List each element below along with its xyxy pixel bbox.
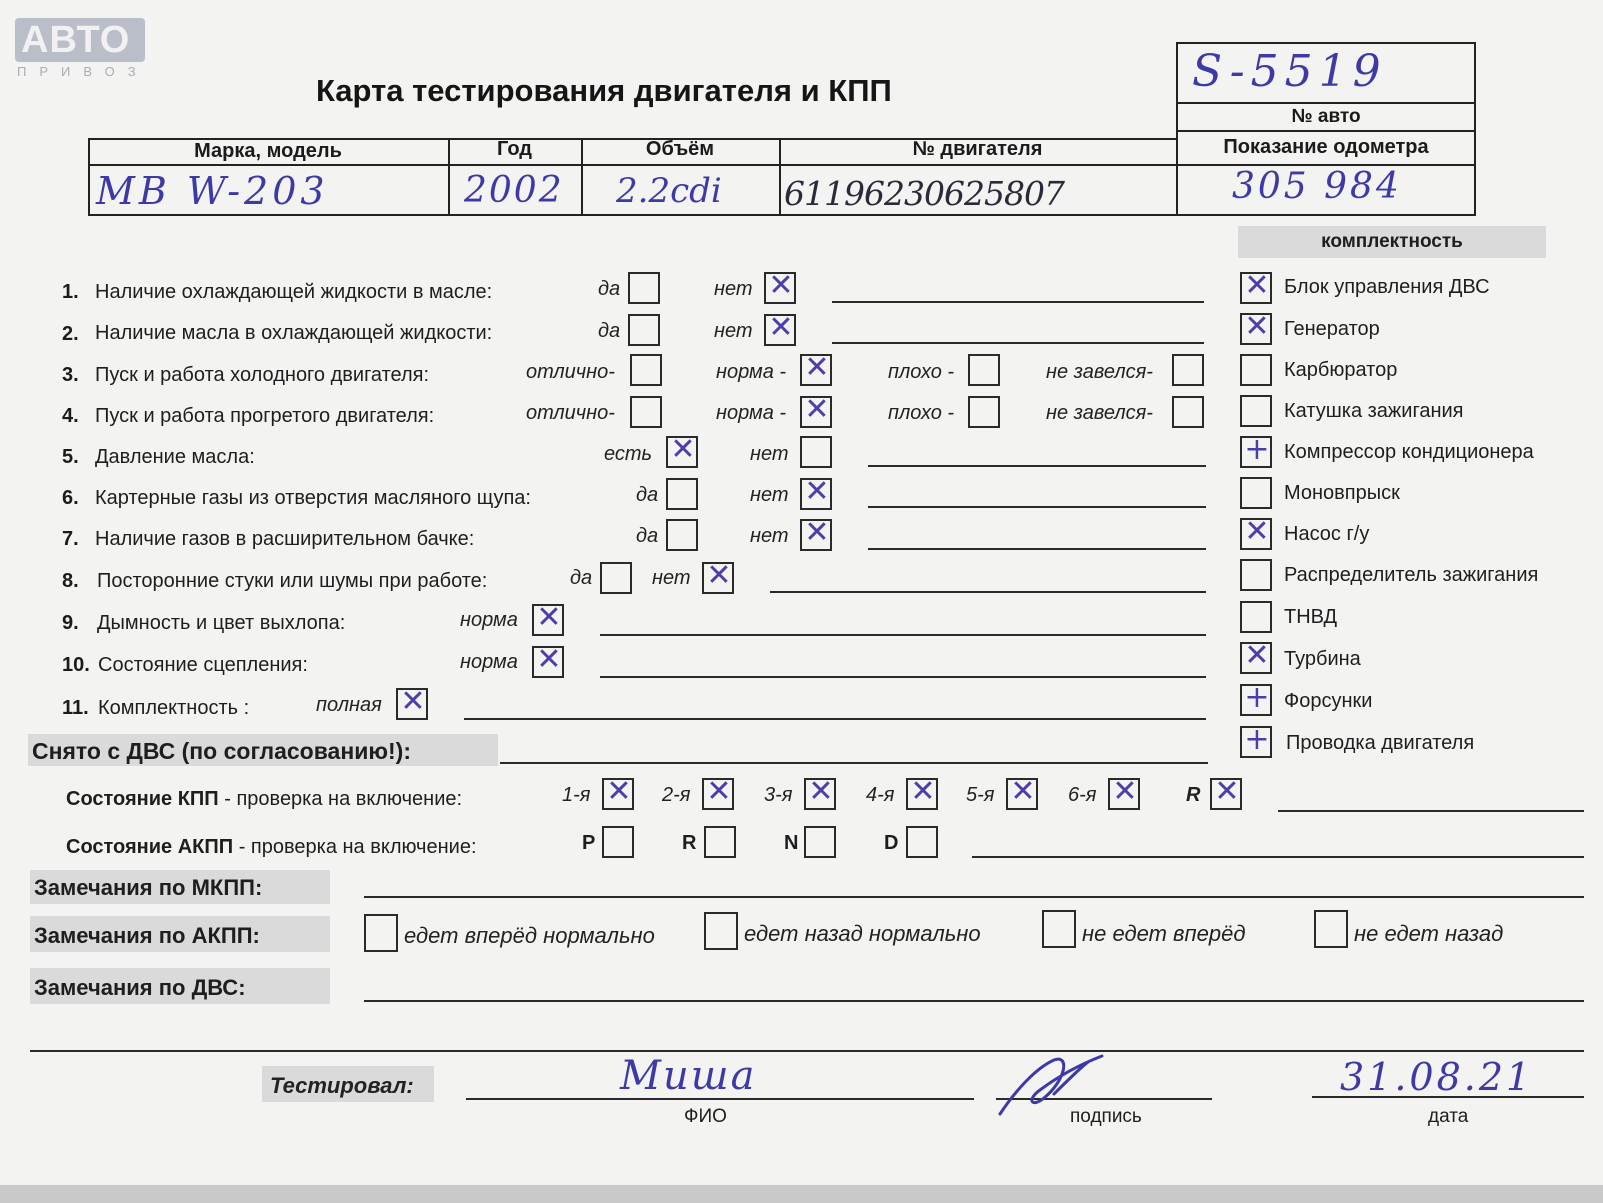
- akpp-gear-d-box[interactable]: [906, 826, 938, 858]
- check-3-label: Пуск и работа холодного двигателя:: [95, 364, 430, 386]
- komplekt-label-2: Генератор: [1284, 318, 1380, 340]
- kpp-gear-4-box[interactable]: [906, 774, 938, 810]
- check-11-opt1-box[interactable]: [396, 684, 428, 720]
- check-7-opt2-mark: ✕: [804, 515, 830, 550]
- check-3-opt2-box[interactable]: [800, 350, 832, 386]
- check-6-opt2-mark: ✕: [804, 474, 830, 509]
- komplekt-label-11: Форсунки: [1284, 690, 1373, 712]
- kpp-gear-1-mark: ✕: [606, 774, 632, 809]
- check-9-opt1-mark: ✕: [536, 600, 562, 635]
- komplekt-box-8[interactable]: [1240, 559, 1272, 591]
- check-2-opt1-label: да: [598, 320, 621, 342]
- remarks-mkpp-label: Замечания по МКПП:: [34, 875, 263, 900]
- check-10-note-line[interactable]: [600, 676, 1206, 678]
- check-11-opt1-label: полная: [316, 694, 382, 716]
- logo-subtext: ПРИВОЗ: [17, 64, 149, 79]
- akpp-label-rest: - проверка на включение:: [233, 836, 477, 858]
- auto-number-label: № авто: [1291, 106, 1361, 127]
- check-6-num: 6.: [62, 487, 79, 509]
- check-5-opt1-mark: ✕: [670, 432, 696, 467]
- col-header-engine-no: № двигателя: [912, 138, 1043, 160]
- check-3-opt3-label: плохо -: [888, 361, 955, 383]
- kpp-gear-2-box[interactable]: [702, 774, 734, 810]
- komplekt-label-1: Блок управления ДВС: [1284, 276, 1490, 298]
- check-2-note-line[interactable]: [832, 342, 1204, 344]
- col-header-year: Год: [497, 138, 532, 160]
- check-8-opt2-label: нет: [652, 567, 691, 589]
- check-3-opt2-mark: ✕: [804, 350, 830, 385]
- komplekt-box-10[interactable]: [1240, 638, 1272, 674]
- komplekt-box-5[interactable]: [1240, 432, 1272, 468]
- kpp-gear-1-label: 1-я: [562, 784, 591, 806]
- komplekt-label-7: Насос г/у: [1284, 523, 1370, 545]
- kpp-label-rest: - проверка на включение:: [218, 788, 463, 810]
- check-8-num: 8.: [62, 570, 79, 592]
- komplekt-mark-1: ✕: [1244, 268, 1270, 303]
- check-4-opt4-box[interactable]: [1172, 396, 1204, 428]
- komplekt-label-5: Компрессор кондиционера: [1284, 441, 1534, 463]
- check-8-note-line[interactable]: [770, 591, 1206, 593]
- akpp-gear-n-label: N: [784, 832, 799, 854]
- check-10-opt1-box[interactable]: [532, 642, 564, 678]
- check-1-opt1-label: да: [598, 278, 621, 300]
- kpp-gear-3-box[interactable]: [804, 774, 836, 810]
- check-4-opt1-label: отлично-: [526, 402, 615, 424]
- remarks-mkpp-line[interactable]: [364, 896, 1584, 898]
- year-value[interactable]: 2002: [464, 170, 564, 211]
- akpp-label-bold: Состояние АКПП: [66, 836, 234, 858]
- check-4-opt1-box[interactable]: [630, 396, 662, 428]
- col-header-odometer: Показание одометра: [1223, 136, 1429, 158]
- check-6-opt2-box[interactable]: [800, 474, 832, 510]
- check-2-num: 2.: [62, 323, 79, 345]
- kpp-gear-5-label: 5-я: [966, 784, 995, 806]
- komplekt-box-3[interactable]: [1240, 354, 1272, 386]
- check-6-opt1-label: да: [636, 484, 659, 506]
- check-10-label: Состояние сцепления:: [98, 654, 308, 676]
- kpp-gear-5-box[interactable]: [1006, 774, 1038, 810]
- akpp-opt-no-back-box[interactable]: [1314, 910, 1348, 948]
- remarks-akpp-label: Замечания по АКПП:: [34, 923, 260, 948]
- check-4-num: 4.: [62, 405, 79, 427]
- check-1-opt2-box[interactable]: [764, 268, 796, 304]
- komplekt-box-2[interactable]: [1240, 309, 1272, 345]
- check-7-label: Наличие газов в расширительном бачке:: [95, 528, 475, 550]
- kpp-gear-2-label: 2-я: [662, 784, 691, 806]
- odometer-value[interactable]: 305 984: [1232, 166, 1402, 207]
- check-6-label: Картерные газы из отверстия масляного щупа:: [95, 487, 531, 509]
- akpp-opt-no-forward-label: не едет вперёд: [1082, 921, 1246, 946]
- check-3-opt4-label: не завелся-: [1046, 361, 1153, 383]
- make-model-value[interactable]: МВ W-203: [96, 169, 329, 213]
- check-7-opt1-box[interactable]: [666, 519, 698, 551]
- check-6-note-line[interactable]: [868, 506, 1206, 508]
- akpp-opt-forward-ok-box[interactable]: [364, 914, 398, 952]
- fio-label: ФИО: [684, 1106, 727, 1127]
- komplekt-box-6[interactable]: [1240, 477, 1272, 509]
- vehicle-table: [88, 130, 1476, 216]
- check-5-opt1-box[interactable]: [666, 432, 698, 468]
- check-4-label: Пуск и работа прогретого двигателя:: [95, 405, 435, 427]
- check-2-opt1-box[interactable]: [628, 314, 660, 346]
- check-4-opt2-box[interactable]: [800, 392, 832, 428]
- kpp-gear-r-mark: ✕: [1214, 774, 1240, 809]
- check-3-opt2-label: норма -: [716, 361, 787, 383]
- akpp-label: [66, 836, 477, 858]
- check-3-opt4-box[interactable]: [1172, 354, 1204, 386]
- akpp-opt-back-ok-label: едет назад нормально: [744, 921, 981, 946]
- akpp-gear-n-box[interactable]: [804, 826, 836, 858]
- komplekt-title: комплектность: [1321, 231, 1463, 252]
- check-5-opt2-label: нет: [750, 443, 789, 465]
- komplekt-label-6: Моновпрыск: [1284, 482, 1400, 504]
- check-3-opt1-box[interactable]: [630, 354, 662, 386]
- akpp-gear-r-box[interactable]: [704, 826, 736, 858]
- check-1-opt1-box[interactable]: [628, 272, 660, 304]
- komplekt-box-9[interactable]: [1240, 601, 1272, 633]
- check-11-label: Комплектность :: [98, 697, 250, 719]
- check-1-note-line[interactable]: [832, 301, 1204, 303]
- check-2-label: Наличие масла в охлаждающей жидкости:: [95, 322, 493, 344]
- check-9-opt1-label: норма: [460, 609, 518, 631]
- removed-note-line[interactable]: [500, 762, 1208, 764]
- check-4-opt2-mark: ✕: [804, 392, 830, 427]
- check-5-opt1-label: есть: [604, 443, 653, 465]
- check-11-opt1-mark: ✕: [400, 684, 426, 719]
- check-1-opt2-label: нет: [714, 278, 753, 300]
- remarks-dvs-line-2[interactable]: [30, 1050, 1584, 1052]
- akpp-gear-p-label: P: [582, 832, 596, 854]
- check-8-opt1-label: да: [570, 567, 593, 589]
- check-9-opt1-box[interactable]: [532, 600, 564, 636]
- akpp-gear-p-box[interactable]: [602, 826, 634, 858]
- removed-label: Снято с ДВС (по согласованию!):: [32, 738, 411, 764]
- kpp-gear-6-mark: ✕: [1112, 774, 1138, 809]
- check-7-note-line[interactable]: [868, 548, 1206, 550]
- kpp-gear-3-mark: ✕: [808, 774, 834, 809]
- kpp-label-bold: Состояние КПП: [66, 788, 219, 810]
- check-10-num: 10.: [62, 654, 90, 676]
- komplekt-box-7[interactable]: [1240, 514, 1272, 550]
- check-1-label: Наличие охлаждающей жидкости в масле:: [95, 281, 493, 303]
- check-10-opt1-label: норма: [460, 651, 518, 673]
- fio-value[interactable]: Миша: [620, 1053, 757, 1099]
- check-11-num: 11.: [62, 697, 89, 719]
- akpp-gear-d-label: D: [884, 832, 899, 854]
- check-6-opt2-label: нет: [750, 484, 789, 506]
- check-10-opt1-mark: ✕: [536, 642, 562, 677]
- engine-no-value[interactable]: 61196230625807: [784, 174, 1064, 213]
- akpp-opt-forward-ok-label: едет вперёд нормально: [404, 923, 655, 948]
- check-4-opt3-box[interactable]: [968, 396, 1000, 428]
- kpp-gear-5-mark: ✕: [1010, 774, 1036, 809]
- check-5-num: 5.: [62, 446, 79, 468]
- volume-value[interactable]: 2.2cdi: [616, 171, 722, 211]
- komplekt-label-4: Катушка зажигания: [1284, 400, 1464, 422]
- kpp-gear-r-label: R: [1186, 784, 1201, 806]
- check-7-opt1-label: да: [636, 525, 659, 547]
- akpp-opt-back-ok-box[interactable]: [704, 912, 738, 950]
- komplekt-label-9: ТНВД: [1284, 606, 1338, 628]
- komplekt-mark-12: +: [1244, 722, 1270, 757]
- col-header-make-model: Марка, модель: [194, 140, 342, 162]
- check-5-opt2-box[interactable]: [800, 436, 832, 468]
- date-value[interactable]: 31.08.21: [1340, 1055, 1534, 1099]
- check-3-num: 3.: [62, 364, 79, 386]
- komplekt-box-11[interactable]: [1240, 680, 1272, 716]
- kpp-gear-6-box[interactable]: [1108, 774, 1140, 810]
- kpp-gear-4-mark: ✕: [910, 774, 936, 809]
- remarks-dvs-line-1[interactable]: [364, 1000, 1584, 1002]
- check-3-opt3-box[interactable]: [968, 354, 1000, 386]
- kpp-gear-4-label: 4-я: [866, 784, 895, 806]
- check-2-opt2-box[interactable]: [764, 310, 796, 346]
- check-5-note-line[interactable]: [868, 465, 1206, 467]
- komplekt-mark-7: ✕: [1244, 514, 1270, 549]
- kpp-gear-1-box[interactable]: [602, 774, 634, 810]
- komplekt-box-12[interactable]: [1240, 722, 1272, 758]
- tested-label: Тестировал:: [270, 1073, 414, 1098]
- komplekt-label-8: Распределитель зажигания: [1284, 564, 1539, 586]
- kpp-gear-3-label: 3-я: [764, 784, 793, 806]
- komplekt-label-10: Турбина: [1284, 648, 1361, 670]
- check-1-opt2-mark: ✕: [768, 268, 794, 303]
- check-4-opt4-label: не завелся-: [1046, 402, 1153, 424]
- logo: [15, 18, 147, 80]
- auto-number-divider: [1176, 102, 1476, 104]
- kpp-gear-r-box[interactable]: [1210, 774, 1242, 810]
- check-8-opt2-mark: ✕: [706, 558, 732, 593]
- check-2-opt2-label: нет: [714, 320, 753, 342]
- komplekt-label-3: Карбюратор: [1284, 359, 1398, 381]
- check-6-opt1-box[interactable]: [666, 478, 698, 510]
- auto-number-value[interactable]: S-5519: [1192, 46, 1387, 97]
- check-2-opt2-mark: ✕: [768, 310, 794, 345]
- date-label: дата: [1428, 1106, 1469, 1127]
- check-7-opt2-label: нет: [750, 525, 789, 547]
- check-8-opt2-box[interactable]: [702, 558, 734, 594]
- komplekt-box-1[interactable]: [1240, 268, 1272, 304]
- check-4-opt3-label: плохо -: [888, 402, 955, 424]
- kpp-gear-6-label: 6-я: [1068, 784, 1097, 806]
- kpp-note-line[interactable]: [1278, 810, 1584, 812]
- check-7-num: 7.: [62, 528, 79, 550]
- check-1-num: 1.: [62, 281, 79, 303]
- check-3-opt1-label: отлично-: [526, 361, 615, 383]
- komplekt-mark-2: ✕: [1244, 309, 1270, 344]
- komplekt-mark-10: ✕: [1244, 638, 1270, 673]
- komplekt-mark-5: +: [1244, 432, 1270, 467]
- check-8-label: Посторонние стуки или шумы при работе:: [97, 570, 488, 592]
- komplekt-label-12: Проводка двигателя: [1286, 732, 1475, 754]
- check-4-opt2-label: норма -: [716, 402, 787, 424]
- komplekt-mark-11: +: [1244, 680, 1270, 715]
- remarks-dvs-label: Замечания по ДВС:: [34, 975, 246, 1000]
- komplekt-box-4[interactable]: [1240, 395, 1272, 427]
- col-header-volume: Объём: [645, 138, 715, 160]
- check-7-opt2-box[interactable]: [800, 515, 832, 551]
- akpp-note-line[interactable]: [972, 856, 1584, 858]
- logo-text: АВТО: [21, 19, 131, 61]
- akpp-opt-no-forward-box[interactable]: [1042, 910, 1076, 948]
- check-9-note-line[interactable]: [600, 634, 1206, 636]
- kpp-label: [66, 788, 462, 810]
- check-11-note-line[interactable]: [464, 718, 1206, 720]
- check-8-opt1-box[interactable]: [600, 562, 632, 594]
- akpp-gear-r-label: R: [682, 832, 697, 854]
- signature-label: подпись: [1070, 1106, 1142, 1127]
- check-9-num: 9.: [62, 612, 79, 634]
- page-title: Карта тестирования двигателя и КПП: [316, 73, 892, 108]
- check-5-label: Давление масла:: [95, 446, 255, 468]
- check-9-label: Дымность и цвет выхлопа:: [97, 612, 346, 634]
- akpp-opt-no-back-label: не едет назад: [1354, 921, 1504, 946]
- kpp-gear-2-mark: ✕: [706, 774, 732, 809]
